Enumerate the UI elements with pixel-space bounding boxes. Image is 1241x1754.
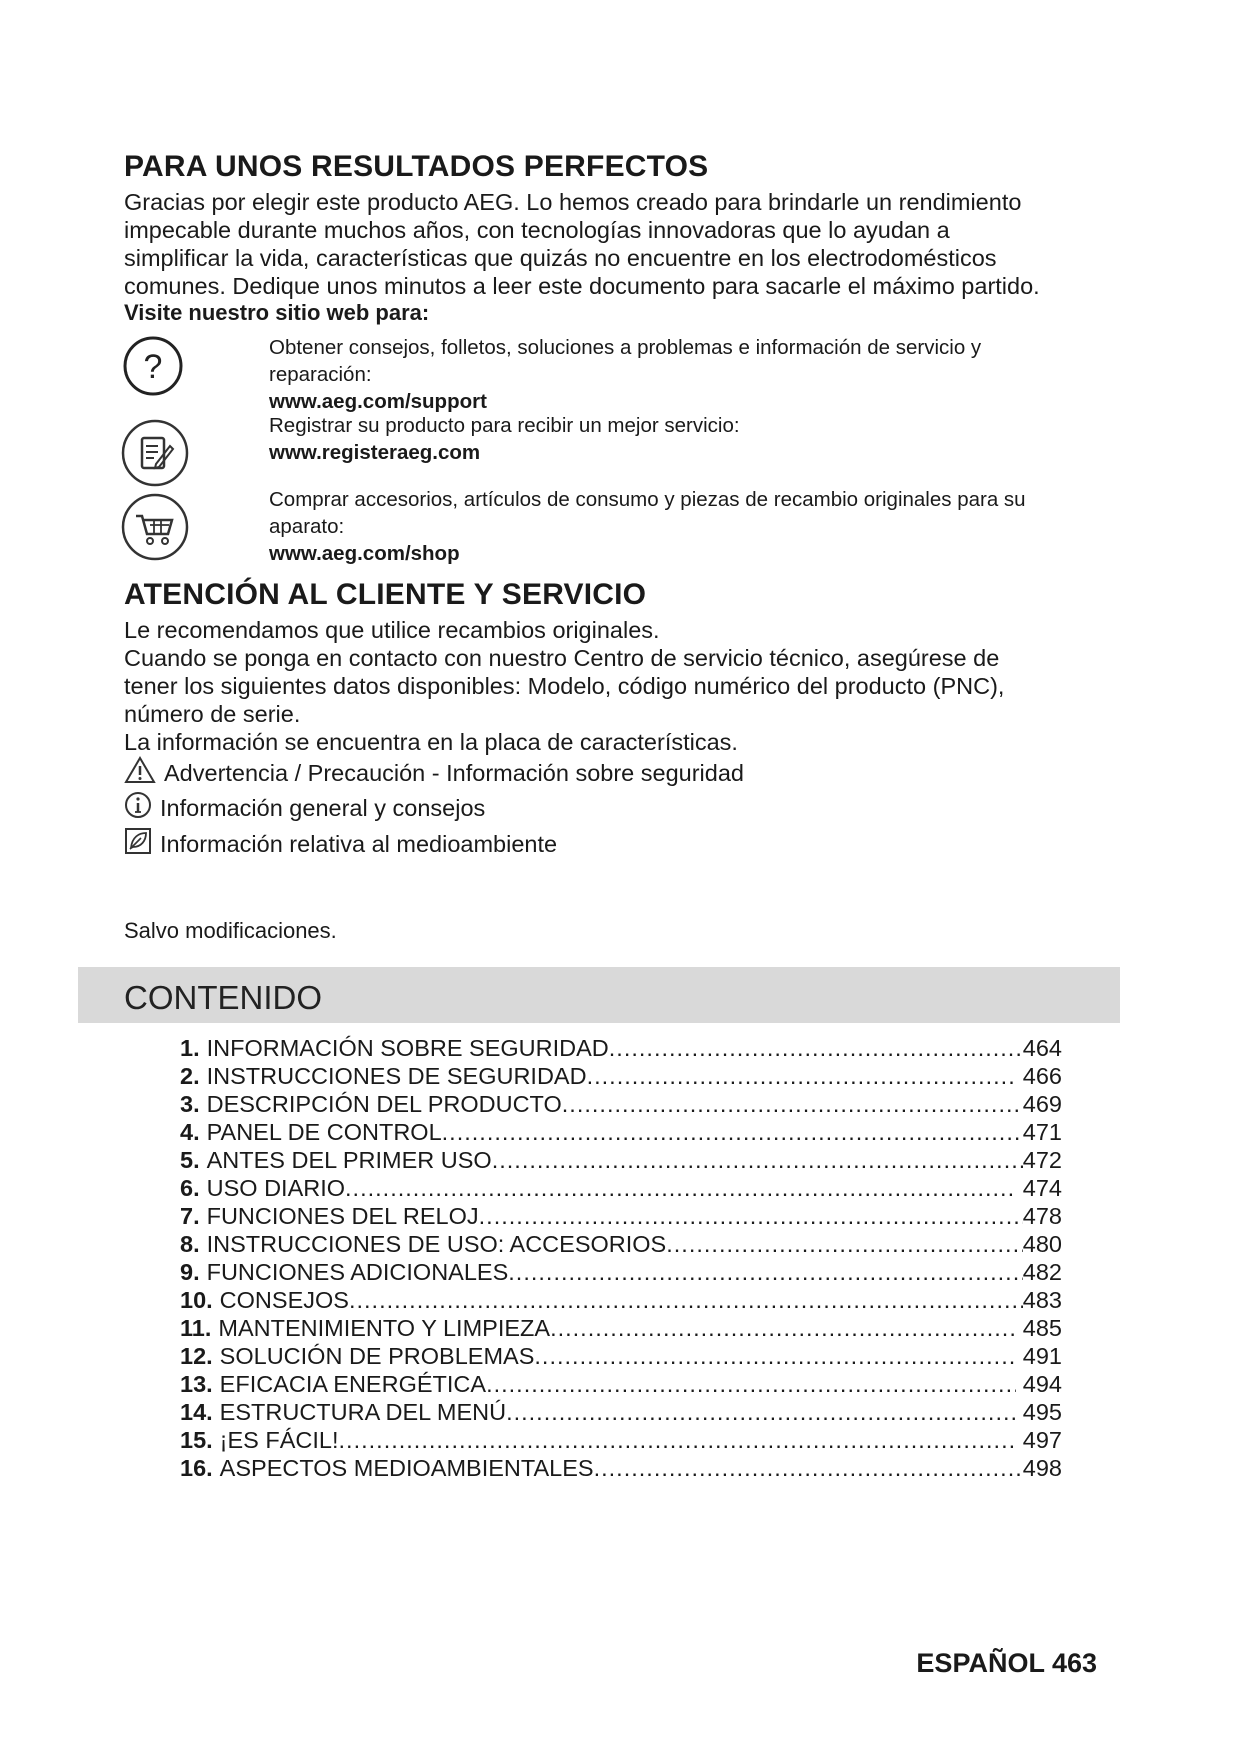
toc-entry[interactable] xyxy=(180,1287,1062,1315)
cart-icon xyxy=(120,492,190,567)
toc-leader-dots xyxy=(442,1119,1023,1146)
toc-entry-label: ANTES DEL PRIMER USO xyxy=(206,1147,492,1173)
toc-entry-page: 474 xyxy=(1016,1175,1062,1201)
toc-entry-page: 480 xyxy=(1022,1231,1062,1257)
toc-entry-number: 7. xyxy=(180,1203,200,1229)
toc-leader-dots xyxy=(492,1147,1023,1174)
info-icon xyxy=(124,791,160,825)
toc-entry-label: INFORMACIÓN SOBRE SEGURIDAD xyxy=(206,1035,609,1061)
toc-leader-dots xyxy=(345,1175,1016,1202)
toc-entry-page: 472 xyxy=(1022,1147,1062,1173)
toc-entry-label: INSTRUCCIONES DE USO: ACCESORIOS xyxy=(206,1231,667,1257)
warning-icon xyxy=(124,755,164,791)
toc-entry-number: 10. xyxy=(180,1287,213,1313)
toc-list xyxy=(180,1035,1062,1483)
note-text: Salvo modificaciones. xyxy=(124,918,337,943)
toc-leader-dots xyxy=(506,1399,1016,1426)
toc-entry-page: 482 xyxy=(1022,1259,1062,1285)
toc-leader-dots xyxy=(666,1231,1023,1258)
web-item-text: Comprar accesorios, artículos de consumo y piezas de recambio originales para su xyxy=(269,488,1026,511)
toc-entry-page: 483 xyxy=(1022,1287,1062,1313)
toc-entry-number: 13. xyxy=(180,1371,213,1397)
visit-label: Visite nuestro sitio web para: xyxy=(124,300,430,325)
toc-leader-dots xyxy=(562,1091,1023,1118)
toc-entry-number: 11. xyxy=(180,1315,212,1341)
support-link[interactable]: www.aeg.com/support xyxy=(269,390,487,413)
legend-text: Información general y consejos xyxy=(160,794,486,821)
toc-entry-label: ESTRUCTURA DEL MENÚ xyxy=(219,1399,507,1425)
intro-line: Gracias por elegir este producto AEG. Lo hemos creado para brindarle un rendimiento xyxy=(124,189,1022,215)
toc-leader-dots xyxy=(339,1427,1017,1454)
toc-entry-page: 464 xyxy=(1022,1035,1062,1061)
toc-entry-number: 6. xyxy=(180,1175,200,1201)
toc-entry[interactable] xyxy=(180,1147,1062,1175)
toc-entry-number: 8. xyxy=(180,1231,200,1257)
toc-entry-page: 485 xyxy=(1016,1315,1062,1341)
section-title-results: PARA UNOS RESULTADOS PERFECTOS xyxy=(124,150,709,183)
toc-entry-page: 478 xyxy=(1022,1203,1062,1229)
intro-line: simplificar la vida, características que quizás no encuentre en los electrodomésticos xyxy=(124,245,997,271)
toc-entry-page: 469 xyxy=(1022,1091,1062,1117)
toc-entry[interactable] xyxy=(180,1315,1062,1343)
toc-entry-number: 2. xyxy=(180,1063,200,1089)
toc-leader-dots xyxy=(594,1455,1023,1482)
toc-entry-label: ¡ES FÁCIL! xyxy=(219,1427,339,1453)
toc-entry[interactable] xyxy=(180,1035,1062,1063)
register-link[interactable]: www.registeraeg.com xyxy=(269,441,481,464)
toc-entry-number: 15. xyxy=(180,1427,213,1453)
toc-title: CONTENIDO xyxy=(124,979,322,1016)
toc-leader-dots xyxy=(609,1035,1023,1062)
legend-warning xyxy=(124,755,744,791)
toc-entry-number: 1. xyxy=(180,1035,200,1061)
toc-entry[interactable] xyxy=(180,1203,1062,1231)
web-item-text: Registrar su producto para recibir un mejor servicio: xyxy=(269,414,740,437)
legend-environment xyxy=(124,827,557,861)
toc-entry-label: PANEL DE CONTROL xyxy=(206,1119,442,1145)
toc-leader-dots xyxy=(479,1203,1023,1230)
service-line: Le recomendamos que utilice recambios originales. xyxy=(124,617,660,643)
service-line: Cuando se ponga en contacto con nuestro Centro de servicio técnico, asegúrese de xyxy=(124,645,1000,671)
toc-entry[interactable] xyxy=(180,1231,1062,1259)
toc-entry-number: 12. xyxy=(180,1343,213,1369)
toc-entry-page: 491 xyxy=(1016,1343,1062,1369)
toc-entry-label: FUNCIONES DEL RELOJ xyxy=(206,1203,479,1229)
toc-entry-label: MANTENIMIENTO Y LIMPIEZA xyxy=(218,1315,551,1341)
intro-line: comunes. Dedique unos minutos a leer este documento para sacarle el máximo partido. xyxy=(124,273,1040,299)
web-item-register xyxy=(269,412,740,466)
toc-entry-label: USO DIARIO xyxy=(206,1175,346,1201)
toc-entry-page: 466 xyxy=(1016,1063,1062,1089)
service-line: número de serie. xyxy=(124,701,301,727)
toc-entry[interactable] xyxy=(180,1063,1062,1091)
web-item-text: aparato: xyxy=(269,515,345,538)
toc-leader-dots xyxy=(486,1371,1016,1398)
toc-entry[interactable] xyxy=(180,1399,1062,1427)
toc-entry-number: 3. xyxy=(180,1091,200,1117)
toc-entry-page: 495 xyxy=(1016,1399,1062,1425)
legend-text: Información relativa al medioambiente xyxy=(160,830,558,857)
toc-entry-number: 9. xyxy=(180,1259,200,1285)
toc-entry[interactable] xyxy=(180,1455,1062,1483)
web-item-shop xyxy=(269,486,1026,567)
intro-paragraph xyxy=(124,188,1114,300)
toc-entry[interactable] xyxy=(180,1371,1062,1399)
service-paragraph xyxy=(124,616,1114,756)
shop-link[interactable]: www.aeg.com/shop xyxy=(269,542,460,565)
toc-entry[interactable] xyxy=(180,1175,1062,1203)
toc-entry-label: INSTRUCCIONES DE SEGURIDAD xyxy=(206,1063,587,1089)
register-icon xyxy=(120,418,190,493)
toc-entry-page: 497 xyxy=(1016,1427,1062,1453)
toc-entry[interactable] xyxy=(180,1343,1062,1371)
toc-leader-dots xyxy=(550,1315,1016,1342)
web-item-support xyxy=(269,334,981,415)
toc-entry-label: CONSEJOS xyxy=(219,1287,349,1313)
section-title-customer-service: ATENCIÓN AL CLIENTE Y SERVICIO xyxy=(124,578,647,611)
toc-entry[interactable] xyxy=(180,1091,1062,1119)
page-footer: ESPAÑOL 463 xyxy=(916,1648,1097,1678)
toc-entry-number: 5. xyxy=(180,1147,200,1173)
toc-leader-dots xyxy=(587,1063,1017,1090)
toc-entry-label: SOLUCIÓN DE PROBLEMAS xyxy=(219,1343,535,1369)
question-icon xyxy=(122,335,184,402)
toc-entry-page: 471 xyxy=(1022,1119,1062,1145)
service-line: La información se encuentra en la placa de características. xyxy=(124,729,738,755)
toc-entry-number: 4. xyxy=(180,1119,200,1145)
svg-text:?: ? xyxy=(143,348,163,386)
web-item-text: Obtener consejos, folletos, soluciones a problemas e información de servicio y xyxy=(269,336,982,359)
toc-entry[interactable] xyxy=(180,1259,1062,1287)
toc-entry[interactable] xyxy=(180,1119,1062,1147)
toc-entry-label: ASPECTOS MEDIOAMBIENTALES xyxy=(219,1455,594,1481)
service-line: tener los siguientes datos disponibles: Modelo, código numérico del producto (PNC), xyxy=(124,673,1005,699)
toc-leader-dots xyxy=(508,1259,1023,1286)
web-item-text: reparación: xyxy=(269,363,372,386)
toc-entry-label: DESCRIPCIÓN DEL PRODUCTO xyxy=(206,1091,562,1117)
toc-entry-number: 16. xyxy=(180,1455,213,1481)
toc-entry-number: 14. xyxy=(180,1399,213,1425)
toc-entry-label: EFICACIA ENERGÉTICA xyxy=(219,1371,487,1397)
legend-info xyxy=(124,791,485,825)
leaf-icon xyxy=(124,827,160,861)
legend-text: Advertencia / Precaución - Información sobre seguridad xyxy=(164,759,744,786)
toc-leader-dots xyxy=(349,1287,1023,1314)
toc-entry-page: 494 xyxy=(1016,1371,1062,1397)
intro-line: impecable durante muchos años, con tecnologías innovadoras que lo ayudan a xyxy=(124,217,950,243)
toc-leader-dots xyxy=(534,1343,1016,1370)
toc-entry-page: 498 xyxy=(1022,1455,1062,1481)
toc-entry-label: FUNCIONES ADICIONALES xyxy=(206,1259,509,1285)
toc-entry[interactable] xyxy=(180,1427,1062,1455)
